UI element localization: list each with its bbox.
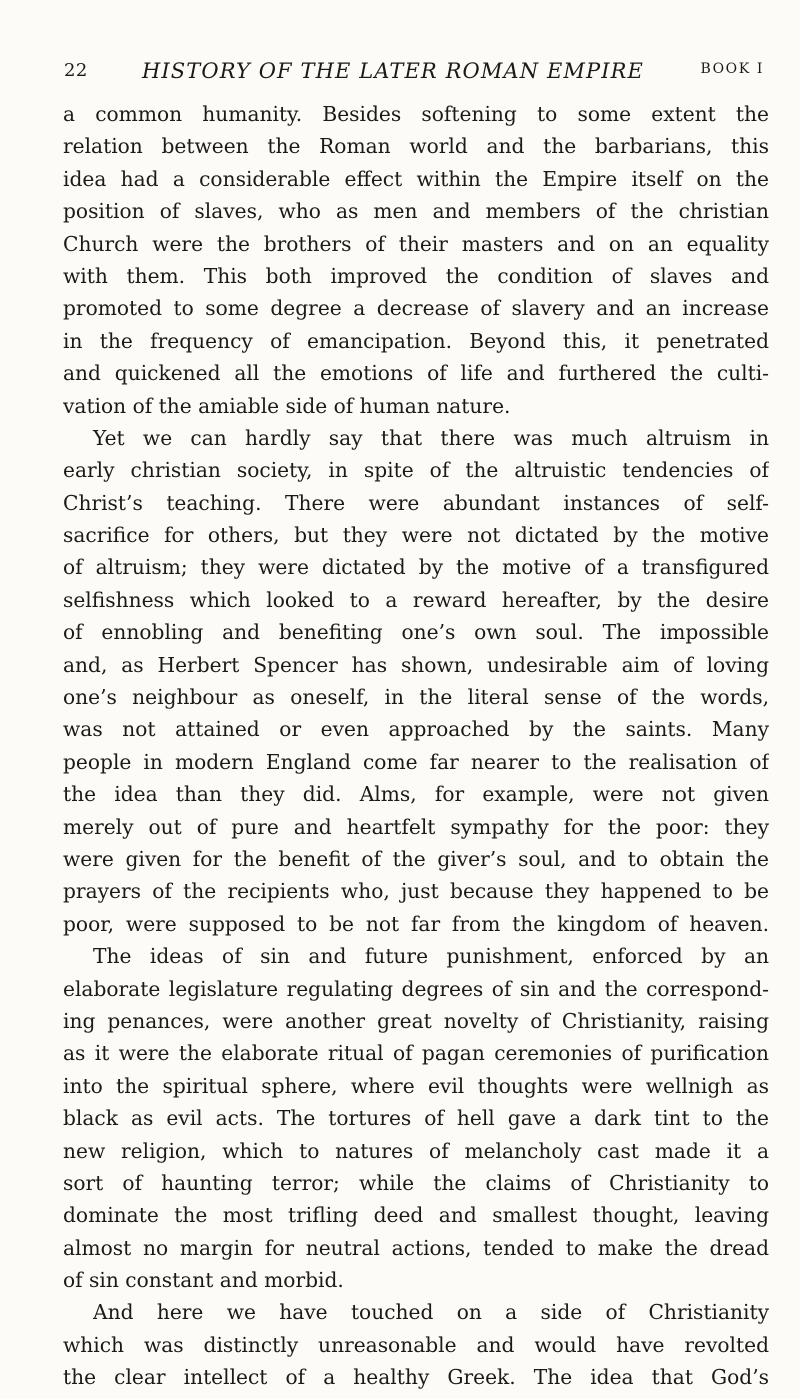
text-line: the idea than they did. Alms, for example, were not given	[63, 782, 769, 807]
text-line: promoted to some degree a decrease of slavery and an increase	[63, 296, 769, 321]
text-line: people in modern England come far nearer to the realisation of	[63, 749, 769, 774]
text-line: and, as Herbert Spencer has shown, undesirable aim of loving	[63, 652, 769, 677]
text-line: black as evil acts. The tortures of hell gave a dark tint to the	[63, 1106, 769, 1131]
text-line: dominate the most trifling deed and smallest thought, leaving	[63, 1203, 769, 1228]
running-title: HISTORY OF THE LATER ROMAN EMPIRE	[142, 59, 644, 83]
text-line: of altruism; they were dictated by the motive of a transfigured	[63, 555, 769, 580]
text-line: almost no margin for neutral actions, tended to make the dread	[63, 1235, 769, 1260]
page-number: 22	[64, 60, 88, 81]
text-line: into the spiritual sphere, where evil thoughts were wellnigh as	[63, 1073, 769, 1098]
text-line: one’s neighbour as oneself, in the literal sense of the words,	[63, 685, 769, 710]
text-line: And here we have touched on a side of Christianity	[93, 1300, 769, 1325]
text-line: selfishness which looked to a reward hereafter, by the desire	[63, 587, 769, 612]
text-line: of sin constant and morbid.	[63, 1268, 344, 1293]
text-line: elaborate legislature regulating degrees of sin and the correspond-	[63, 976, 769, 1001]
body-text	[63, 98, 769, 1394]
text-line: as it were the elaborate ritual of pagan ceremonies of purification	[63, 1041, 769, 1066]
running-header	[64, 60, 764, 90]
text-line: sort of haunting terror; while the claims of Christianity to	[63, 1170, 769, 1195]
text-line: in the frequency of emancipation. Beyond this, it penetrated	[63, 328, 769, 353]
text-line: idea had a considerable effect within the Empire itself on the	[63, 166, 769, 191]
text-line: relation between the Roman world and the barbarians, this	[63, 134, 769, 159]
text-line: sacrifice for others, but they were not dictated by the motive	[63, 523, 769, 548]
text-line: with them. This both improved the condition of slaves and	[63, 263, 769, 288]
text-line: vation of the amiable side of human nature.	[63, 393, 511, 418]
text-line: a common humanity. Besides softening to some extent the	[63, 102, 769, 126]
text-line: were given for the benefit of the giver’s soul, and to obtain the	[63, 846, 769, 871]
text-line: early christian society, in spite of the altruistic tendencies of	[63, 458, 769, 483]
text-line: the clear intellect of a healthy Greek. The idea that God’s	[63, 1365, 769, 1390]
text-line: poor, were supposed to be not far from the kingdom of heaven.	[63, 911, 769, 936]
text-line: position of slaves, who as men and members of the christian	[63, 199, 769, 224]
text-line: and quickened all the emotions of life and furthered the culti-	[63, 361, 769, 386]
text-line: merely out of pure and heartfelt sympathy for the poor: they	[63, 814, 769, 839]
text-line: Christ’s teaching. There were abundant instances of self-	[63, 490, 769, 515]
text-line: was not attained or even approached by the saints. Many	[63, 717, 769, 742]
text-line: ing penances, were another great novelty of Christianity, raising	[63, 1008, 769, 1033]
text-line: new religion, which to natures of melancholy cast made it a	[63, 1138, 769, 1163]
book-label: BOOK I	[700, 61, 764, 77]
text-line: Church were the brothers of their masters and on an equality	[63, 231, 769, 256]
text-line: Yet we can hardly say that there was much altruism in	[93, 425, 769, 450]
text-line: which was distinctly unreasonable and would have revolted	[63, 1332, 769, 1357]
text-line: prayers of the recipients who, just because they happened to be	[63, 879, 769, 904]
text-line: The ideas of sin and future punishment, enforced by an	[93, 944, 769, 969]
text-line: of ennobling and benefiting one’s own soul. The impossible	[63, 620, 769, 645]
